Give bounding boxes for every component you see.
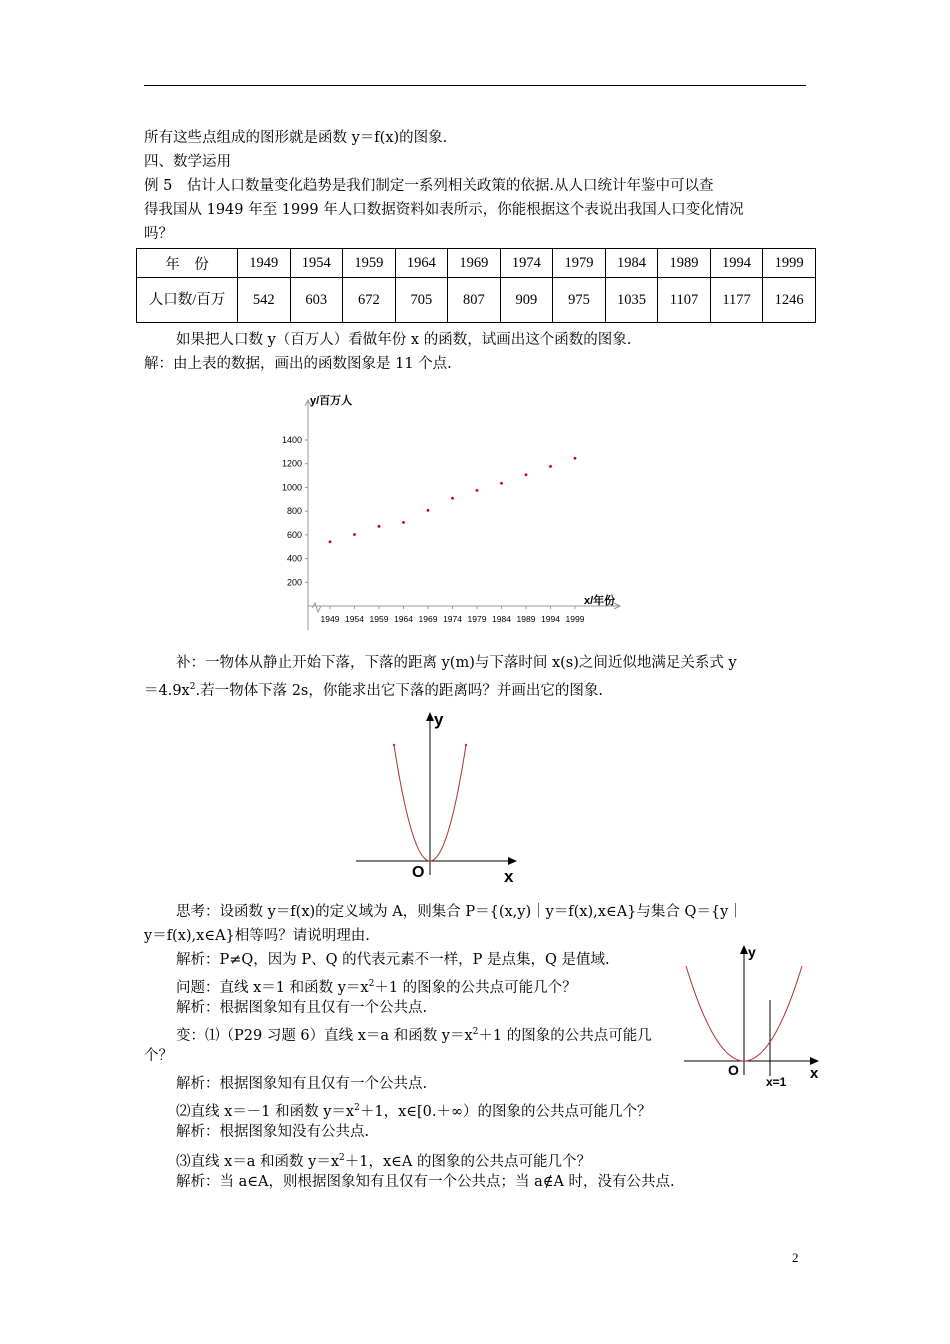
text-line [176, 1022, 652, 1046]
y-tick-label: 1200 [281, 458, 302, 469]
x-tick-label: 1964 [394, 614, 413, 624]
text-span: 变：⑴（P29 习题 6）直线 x＝a 和函数 y＝x [176, 1027, 473, 1044]
axis-break-mark [312, 603, 321, 612]
data-point [451, 497, 454, 500]
x-axis-label: x [504, 867, 514, 885]
y-tick-label: 1400 [281, 435, 302, 445]
x-tick-label: 1949 [320, 614, 340, 624]
year-cell: 1999 [763, 249, 816, 278]
x-axis-label: x/年份 [584, 595, 616, 607]
population-cell: 705 [395, 278, 448, 323]
y-axis-label: y/百万人 [310, 395, 353, 407]
x-tick-label: 1999 [565, 614, 585, 624]
population-cell: 975 [553, 278, 606, 323]
exponent: 2 [189, 682, 196, 692]
table-header-cell: 人口数/百万 [137, 278, 238, 323]
y-tick-label: 600 [286, 529, 302, 540]
x-axis-label: x [810, 1065, 819, 1082]
parabola-graph-1 [350, 705, 525, 885]
x-ticks [321, 606, 585, 624]
text-span: .若一物体下落 2s，你能求出它下落的距离吗？并画出它的图象. [195, 682, 603, 699]
text-line: 吗？ [144, 226, 173, 242]
x-tick-label: 1959 [369, 614, 389, 624]
data-point [378, 525, 381, 528]
x-tick-label: 1984 [492, 614, 511, 624]
data-point [500, 482, 503, 485]
formula-text: ＝4.9x [144, 682, 190, 699]
text-line: 解析：根据图象知没有公共点. [176, 1124, 370, 1140]
year-cell: 1959 [343, 249, 396, 278]
data-point [427, 509, 430, 512]
data-point [574, 457, 577, 460]
exponent: 2 [354, 1103, 360, 1113]
year-cell: 1989 [658, 249, 711, 278]
text-line: 个？ [144, 1048, 173, 1064]
year-cell: 1974 [500, 249, 553, 278]
x-tick-label: 1994 [541, 614, 560, 624]
x-tick-label: 1969 [418, 614, 438, 624]
exponent: 2 [339, 1153, 345, 1163]
data-point [353, 533, 356, 536]
line-label: x=1 [766, 1075, 787, 1089]
exponent: 2 [472, 1027, 479, 1037]
text-line: 解析：根据图象知有且仅有一个公共点. [176, 1076, 428, 1092]
population-cell: 1107 [658, 278, 711, 323]
x-tick-label: 1979 [467, 614, 487, 624]
y-tick-label: 1000 [281, 482, 302, 493]
year-cell: 1954 [290, 249, 343, 278]
year-cell: 1969 [448, 249, 501, 278]
year-cell: 1949 [238, 249, 291, 278]
parabola-graph-2 [680, 940, 830, 1090]
table-header-cell: 年 份 [137, 249, 238, 278]
population-cell: 1177 [710, 278, 763, 323]
text-line: 补：一物体从静止开始下落，下落的距离 y(m)与下落时间 x(s)之间近似地满足关系式 y [176, 655, 737, 671]
x-tick-label: 1974 [443, 614, 462, 624]
text-line: 如果把人口数 y（百万人）看做年份 x 的函数，试画出这个函数的图象. [176, 332, 632, 348]
y-axis-label: y [434, 710, 444, 729]
text-line [176, 974, 577, 998]
text-line: 例 5 估计人口数量变化趋势是我们制定一系列相关政策的依据.从人口统计年鉴中可以查 [144, 178, 714, 194]
text-span: ＋1，x∈A 的图象的公共点可能几个？ [344, 1153, 591, 1170]
section-heading: 四、数学运用 [144, 154, 231, 170]
origin-label: O [412, 864, 425, 881]
x-tick-label: 1954 [345, 614, 364, 624]
text-line [176, 1098, 652, 1122]
data-point [525, 473, 528, 476]
data-point [402, 521, 405, 524]
curve-endpoint [393, 744, 395, 746]
chart-axes [305, 400, 620, 630]
data-point [329, 540, 332, 543]
text-line: 解析：当 a∈A，则根据图象知有且仅有一个公共点；当 a∉A 时，没有公共点. [176, 1174, 675, 1190]
text-line [144, 677, 603, 701]
data-points [329, 457, 577, 543]
table-row [137, 249, 816, 278]
text-span: ⑶直线 x＝a 和函数 y＝x [176, 1153, 340, 1170]
text-span: 问题：直线 x＝1 和函数 y＝x [176, 979, 369, 996]
year-cell: 1984 [605, 249, 658, 278]
population-table [136, 248, 816, 323]
data-point [476, 489, 479, 492]
population-cell: 1035 [605, 278, 658, 323]
year-cell: 1994 [710, 249, 763, 278]
y-tick-label: 400 [286, 553, 302, 564]
x-tick-label: 1989 [516, 614, 536, 624]
text-line [176, 1148, 591, 1172]
y-tick-label: 800 [286, 506, 302, 517]
text-span: ＋1 的图象的公共点可能几 [478, 1027, 652, 1044]
data-point [549, 465, 552, 468]
text-span: ＋1 的图象的公共点可能几个？ [374, 979, 577, 996]
text-line: 思考：设函数 y＝f(x)的定义域为 A，则集合 P＝{(x,y)｜y＝f(x),x∈A}与集合 Q＝{y｜ [176, 904, 743, 920]
text-line: 解析：根据图象知有且仅有一个公共点. [176, 1000, 428, 1016]
table-row [137, 278, 816, 323]
text-line: 解析：P≠Q，因为 P、Q 的代表元素不一样，P 是点集，Q 是值域. [176, 952, 610, 968]
text-line: 解：由上表的数据，画出的函数图象是 11 个点. [144, 356, 452, 372]
origin-label: O [728, 1062, 739, 1078]
population-cell: 807 [448, 278, 501, 323]
header-rule [144, 85, 806, 86]
text-span: ⑵直线 x＝－1 和函数 y＝x [176, 1103, 355, 1120]
year-cell: 1964 [395, 249, 448, 278]
population-cell: 909 [500, 278, 553, 323]
curve-endpoint [465, 744, 467, 746]
text-line: 所有这些点组成的图形就是函数 y＝f(x)的图象. [144, 130, 448, 146]
population-scatter-chart [278, 388, 638, 638]
y-axis-label: y [748, 944, 756, 960]
population-cell: 542 [238, 278, 291, 323]
text-span: ＋1，x∈[0.＋∞）的图象的公共点可能几个？ [359, 1103, 652, 1120]
year-cell: 1979 [553, 249, 606, 278]
y-ticks [282, 435, 308, 587]
page-number: 2 [792, 1250, 799, 1265]
exponent: 2 [368, 979, 375, 989]
population-cell: 672 [343, 278, 396, 323]
y-tick-label: 200 [286, 577, 302, 588]
population-cell: 603 [290, 278, 343, 323]
population-cell: 1246 [763, 278, 816, 323]
text-line: y＝f(x),x∈A}相等吗？请说明理由. [144, 928, 370, 944]
text-line: 得我国从 1949 年至 1999 年人口数据资料如表所示，你能根据这个表说出我国人口变化情况 [144, 202, 744, 218]
